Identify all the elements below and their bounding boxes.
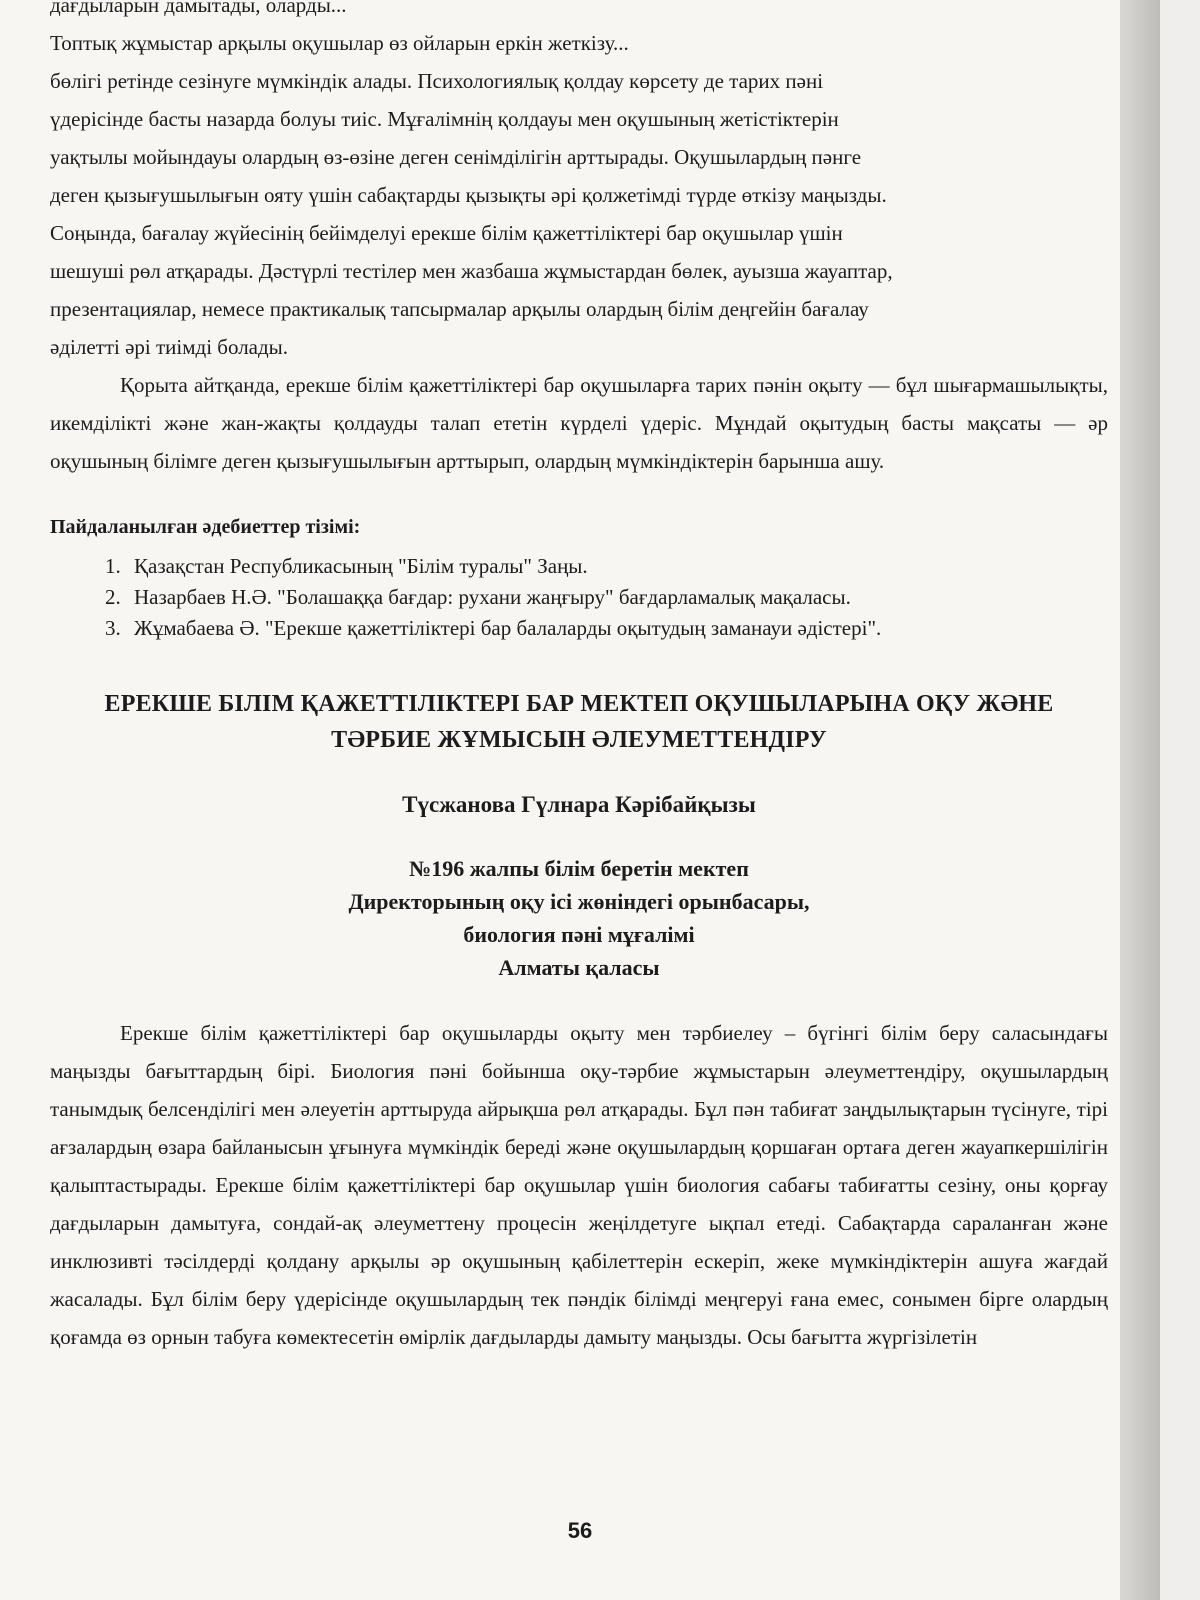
reference-item: 3. Жұмабаева Ә. "Ерекше қажеттіліктері бар балаларды оқытудың заманауи әдістері".: [126, 613, 1108, 644]
reference-item: 2. Назарбаев Н.Ә. "Болашаққа бағдар: рухани жаңғыру" бағдарламалық мақаласы.: [126, 582, 1108, 613]
affiliation-line: Директорының оқу ісі жөніндегі орынбасары,: [348, 889, 810, 914]
conclusion-paragraph: Қорыта айтқанда, ерекше білім қажеттіліктері бар оқушыларға тарих пәнін оқыту — бұл шығармашылықты, икемділікті және жан-жақты қолдауды талап ететін күрделі үдеріс. Мұндай оқытудың басты мақсаты — әр оқушының білімге деген қызығушылығын арттырып, олардың мүмкіндіктерін барынша ашу.: [50, 373, 1108, 473]
paragraph-line: презентациялар, немесе практикалық тапсырмалар арқылы олардың білім деңгейін бағалау: [50, 297, 869, 321]
reference-item: 1. Қазақстан Республикасының "Білім туралы" Заңы.: [126, 551, 1108, 582]
affiliation-line: биология пәні мұғалімі: [463, 922, 695, 947]
page-number: 56: [567, 1518, 593, 1543]
author-affiliation: [50, 852, 1108, 984]
affiliation-line: Алматы қаласы: [498, 955, 660, 980]
article-title-line: ТӘРБИЕ ЖҰМЫСЫН ӘЛЕУМЕТТЕНДІРУ: [331, 727, 827, 753]
article-title-line: ЕРЕКШЕ БІЛІМ ҚАЖЕТТІЛІКТЕРІ БАР МЕКТЕП ОҚУШЫЛАРЫНА ОҚУ ЖӘНЕ: [104, 691, 1054, 717]
paragraph-line: Соңында, бағалау жүйесінің бейімделуі ерекше білім қажеттіліктері бар оқушылар үшін: [50, 221, 843, 245]
page-edge-shadow: [1120, 0, 1160, 1600]
article-title: [50, 686, 1108, 758]
paragraph-line: бөлігі ретінде сезінуге мүмкіндік алады. Психологиялық қолдау көрсету де тарих пәні: [50, 69, 824, 93]
paragraph-line: әділетті әрі тиімді болады.: [50, 335, 289, 359]
body-paragraph: Ерекше білім қажеттіліктері бар оқушыларды оқыту мен тәрбиелеу – бүгінгі білім беру саласындағы маңызды бағыттардың бірі. Биология пәні бойынша оқу-тәрбие жұмыстарын әлеуметтендіру, оқушылардың танымдық белсенділігі мен әлеуетін арттыруда айрықша рөл атқарады. Бұл пән табиғат заңдылықтарын түсінуге, тірі ағзалардың өзара байланысын ұғынуға мүмкіндік береді және оқушылардың қоршаған ортаға деген жауапкершілігін қалыптастырады. Ерекше білім қажеттіліктері бар оқушылар үшін биология сабағы табиғатты сезіну, оны қорғау дағдыларын дамытуға, сондай-ақ әлеуметтену процесін жеңілдетуге ықпал етеді. Сабақтарда сараланған және инклюзивті тәсілдерді қолдану арқылы әр оқушының қабілеттерін ескеріп, жеке мүмкіндіктерін ашуға жағдай жасалады. Бұл білім беру үдерісінде оқушылардың тек пәндік білімді меңгеруі ғана емес, сонымен бірге олардың қоғамда өз орнын табуға көмектесетін өмірлік дағдыларды дамыту маңызды. Осы бағытта жүргізілетін: [50, 1021, 1108, 1349]
paragraph-line: үдерісінде басты назарда болуы тиіс. Мұғалімнің қолдауы мен оқушының жетістіктерін: [50, 107, 839, 131]
references-title: Пайдаланылған әдебиеттер тізімі:: [50, 516, 361, 538]
author-name: Түсжанова Гүлнара Кәрібайқызы: [402, 792, 756, 817]
paragraph-continuation: [50, 0, 1108, 366]
paragraph-line: Топтық жұмыстар арқылы оқушылар өз ойларын еркін жеткізу...: [50, 31, 629, 55]
paragraph-line: уақтылы мойындауы олардың өз-өзіне деген сенімділігін арттырады. Оқушылардың пәнге: [50, 145, 862, 169]
paragraph-line: дағдыларын дамытады, оларды...: [50, 0, 347, 17]
affiliation-line: №196 жалпы білім беретін мектеп: [409, 856, 749, 881]
paragraph-line: шешуші рөл атқарады. Дәстүрлі тестілер мен жазбаша жұмыстардан бөлек, ауызша жауаптар,: [50, 259, 893, 283]
references-list: [50, 551, 1108, 644]
paragraph-line: деген қызығушылығын ояту үшін сабақтарды қызықты әрі қолжетімді түрде өткізу маңызды.: [50, 183, 887, 207]
